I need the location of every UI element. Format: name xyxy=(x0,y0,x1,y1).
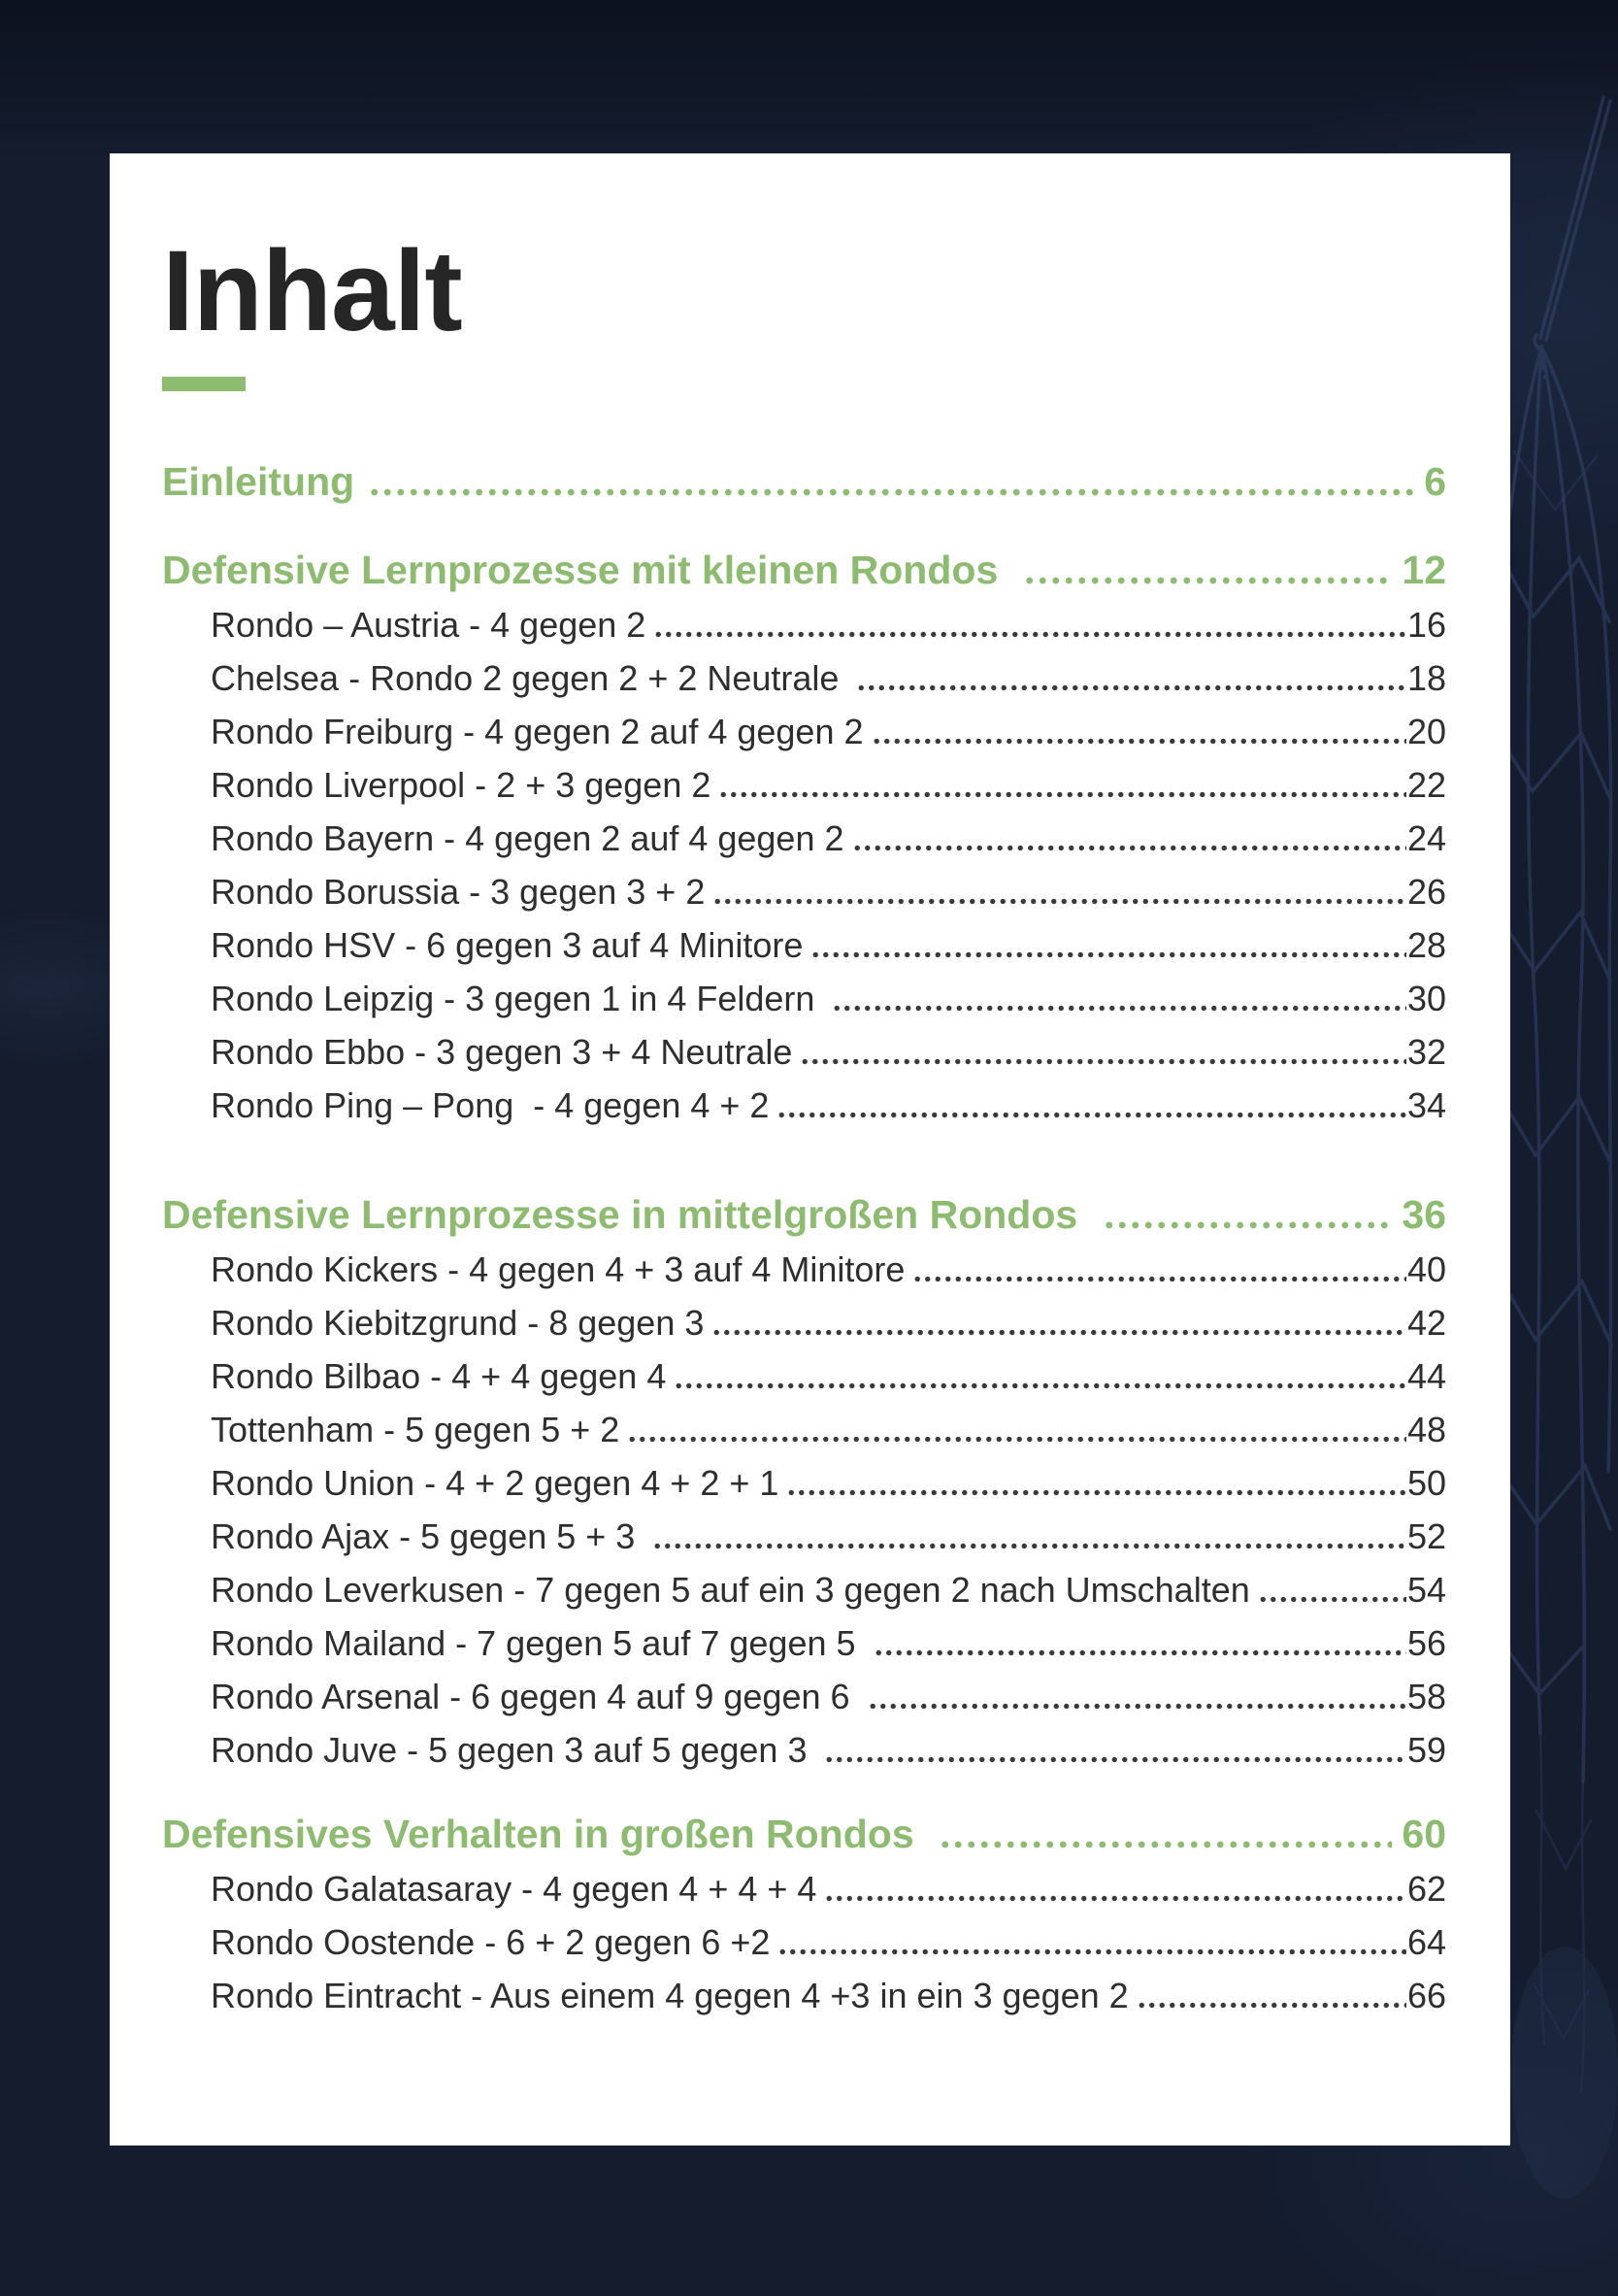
toc-entry-1-0-label: Rondo – Austria - 4 gegen 2 xyxy=(211,605,646,646)
dotted-leader xyxy=(718,791,1406,798)
toc-section xyxy=(162,1189,1446,1770)
dotted-leader xyxy=(824,1895,1406,1902)
toc-entry-2-7-label: Rondo Mailand - 7 gegen 5 auf 7 gegen 5 xyxy=(211,1623,866,1664)
dotted-leader xyxy=(810,951,1406,958)
toc-entry-1-1[interactable] xyxy=(162,645,1446,698)
toc-heading-0[interactable] xyxy=(162,456,1446,503)
dotted-leader xyxy=(856,684,1406,691)
toc-heading-1-page-number: 12 xyxy=(1402,547,1446,592)
toc-entry-1-8-page-number: 32 xyxy=(1406,1032,1446,1073)
dotted-leader xyxy=(872,738,1406,745)
toc-entry-2-4-label: Rondo Union - 4 + 2 gegen 4 + 2 + 1 xyxy=(211,1463,779,1504)
toc-entry-1-2-label: Rondo Freiburg - 4 gegen 2 auf 4 gegen 2 xyxy=(211,712,864,752)
dotted-leader xyxy=(874,1649,1406,1656)
toc-entry-2-1-page-number: 42 xyxy=(1406,1303,1446,1344)
dotted-leader xyxy=(939,1841,1392,1848)
toc-entry-1-3[interactable] xyxy=(162,751,1446,805)
toc-entry-3-1-label: Rondo Oostende - 6 + 2 gegen 6 +2 xyxy=(211,1922,771,1963)
dotted-leader xyxy=(832,1005,1406,1012)
toc-heading-3-page-number: 60 xyxy=(1402,1811,1446,1856)
toc-entry-2-8-label: Rondo Arsenal - 6 gegen 4 auf 9 gegen 6 xyxy=(211,1677,860,1717)
toc-heading-3[interactable] xyxy=(162,1809,1446,1855)
dotted-leader xyxy=(824,1756,1405,1763)
toc-entry-2-3-page-number: 48 xyxy=(1406,1410,1446,1450)
toc-entry-2-0[interactable] xyxy=(162,1236,1446,1289)
dotted-leader xyxy=(1137,2002,1406,2009)
toc-heading-3-label: Defensives Verhalten in großen Rondos xyxy=(162,1811,926,1856)
dotted-leader xyxy=(800,1058,1406,1065)
toc-entry-1-2[interactable] xyxy=(162,698,1446,751)
toc-entry-3-0-label: Rondo Galatasaray - 4 gegen 4 + 4 + 4 xyxy=(211,1869,817,1910)
toc-entry-1-4-page-number: 24 xyxy=(1406,818,1446,859)
toc-entry-1-5-label: Rondo Borussia - 3 gegen 3 + 2 xyxy=(211,872,706,913)
toc-entry-3-2-label: Rondo Eintracht - Aus einem 4 gegen 4 +3 in ein 3 gegen 2 xyxy=(211,1976,1129,2016)
toc-heading-2-label: Defensive Lernprozesse in mittelgroßen Rondos xyxy=(162,1191,1089,1237)
toc-entry-1-6-label: Rondo HSV - 6 gegen 3 auf 4 Minitore xyxy=(211,925,804,966)
dotted-leader xyxy=(1103,1221,1393,1229)
toc-heading-0-page-number: 6 xyxy=(1424,458,1446,504)
toc-entry-2-9[interactable] xyxy=(162,1716,1446,1770)
dotted-leader xyxy=(712,898,1406,905)
toc-entry-1-8-label: Rondo Ebbo - 3 gegen 3 + 4 Neutrale xyxy=(211,1032,793,1073)
dotted-leader xyxy=(777,1948,1406,1955)
toc-entry-1-8[interactable] xyxy=(162,1018,1446,1072)
toc-entry-1-9-page-number: 34 xyxy=(1406,1085,1446,1126)
toc-entry-2-5[interactable] xyxy=(162,1503,1446,1556)
dotted-leader xyxy=(627,1436,1406,1443)
accent-bar xyxy=(162,377,246,391)
dotted-leader xyxy=(653,631,1406,638)
dotted-leader xyxy=(868,1703,1406,1710)
toc-entry-2-4[interactable] xyxy=(162,1449,1446,1503)
toc-entry-2-8-page-number: 58 xyxy=(1406,1677,1446,1717)
toc-entry-2-6[interactable] xyxy=(162,1556,1446,1610)
toc-heading-1-label: Defensive Lernprozesse mit kleinen Rondos xyxy=(162,547,1009,592)
toc-entry-1-6-page-number: 28 xyxy=(1406,925,1446,966)
dotted-leader xyxy=(912,1276,1406,1282)
toc-entry-2-7-page-number: 56 xyxy=(1406,1623,1446,1664)
toc-entry-1-4[interactable] xyxy=(162,805,1446,858)
toc-heading-0-label: Einleitung xyxy=(162,458,355,504)
toc-entry-2-9-label: Rondo Juve - 5 gegen 3 auf 5 gegen 3 xyxy=(211,1730,817,1771)
toc-entry-1-7-page-number: 30 xyxy=(1406,979,1446,1019)
toc-entry-3-0[interactable] xyxy=(162,1855,1446,1909)
toc-page xyxy=(110,153,1510,2146)
toc-entry-1-7-label: Rondo Leipzig - 3 gegen 1 in 4 Feldern xyxy=(211,979,825,1019)
toc-entry-1-9[interactable] xyxy=(162,1072,1446,1125)
dotted-leader xyxy=(674,1382,1406,1389)
toc-entry-1-3-label: Rondo Liverpool - 2 + 3 gegen 2 xyxy=(211,765,711,806)
toc-entry-1-0[interactable] xyxy=(162,591,1446,645)
toc-entry-3-1[interactable] xyxy=(162,1909,1446,1962)
toc-entry-1-0-page-number: 16 xyxy=(1406,605,1446,646)
toc-entry-2-7[interactable] xyxy=(162,1610,1446,1663)
toc-entry-2-4-page-number: 50 xyxy=(1406,1463,1446,1504)
toc-entry-1-5[interactable] xyxy=(162,858,1446,912)
toc-entry-1-6[interactable] xyxy=(162,912,1446,965)
toc-entry-2-5-label: Rondo Ajax - 5 gegen 5 + 3 xyxy=(211,1516,645,1557)
toc-entry-1-3-page-number: 22 xyxy=(1406,765,1446,806)
toc-entry-1-1-label: Chelsea - Rondo 2 gegen 2 + 2 Neutrale xyxy=(211,658,849,699)
toc-entry-3-2-page-number: 66 xyxy=(1406,1976,1446,2016)
dotted-leader xyxy=(1023,577,1393,584)
dotted-leader xyxy=(652,1543,1406,1549)
toc-entry-2-9-page-number: 59 xyxy=(1406,1730,1446,1771)
toc-entry-2-5-page-number: 52 xyxy=(1406,1516,1446,1557)
toc-section xyxy=(162,545,1446,1125)
toc-entry-3-1-page-number: 64 xyxy=(1406,1922,1446,1963)
dotted-leader xyxy=(852,845,1406,851)
dotted-leader xyxy=(368,488,1414,496)
toc-entry-1-1-page-number: 18 xyxy=(1406,658,1446,699)
toc-section xyxy=(162,456,1446,503)
toc-heading-1[interactable] xyxy=(162,545,1446,591)
toc-heading-2[interactable] xyxy=(162,1189,1446,1236)
toc-entry-2-3-label: Tottenham - 5 gegen 5 + 2 xyxy=(211,1410,620,1450)
toc xyxy=(162,456,1446,2015)
dotted-leader xyxy=(1258,1596,1406,1603)
toc-entry-3-2[interactable] xyxy=(162,1962,1446,2015)
toc-heading-2-page-number: 36 xyxy=(1402,1191,1446,1237)
toc-entry-2-3[interactable] xyxy=(162,1396,1446,1449)
toc-entry-2-0-page-number: 40 xyxy=(1406,1249,1446,1290)
toc-entry-2-6-label: Rondo Leverkusen - 7 gegen 5 auf ein 3 gegen 2 nach Umschalten xyxy=(211,1570,1250,1611)
toc-entry-1-5-page-number: 26 xyxy=(1406,872,1446,913)
dotted-leader xyxy=(711,1329,1406,1336)
toc-entry-3-0-page-number: 62 xyxy=(1406,1869,1446,1910)
dotted-leader xyxy=(786,1489,1406,1496)
toc-entry-2-2-label: Rondo Bilbao - 4 + 4 gegen 4 xyxy=(211,1356,667,1397)
toc-entry-1-9-label: Rondo Ping – Pong - 4 gegen 4 + 2 xyxy=(211,1085,770,1126)
toc-entry-2-2[interactable] xyxy=(162,1343,1446,1396)
toc-entry-2-2-page-number: 44 xyxy=(1406,1356,1446,1397)
toc-entry-2-1-label: Rondo Kiebitzgrund - 8 gegen 3 xyxy=(211,1303,705,1344)
toc-entry-1-4-label: Rondo Bayern - 4 gegen 2 auf 4 gegen 2 xyxy=(211,818,844,859)
toc-section xyxy=(162,1809,1446,2015)
dotted-leader xyxy=(776,1112,1406,1118)
toc-entry-1-2-page-number: 20 xyxy=(1406,712,1446,752)
page-title: Inhalt xyxy=(162,227,462,355)
toc-entry-1-7[interactable] xyxy=(162,965,1446,1018)
toc-entry-2-0-label: Rondo Kickers - 4 gegen 4 + 3 auf 4 Minitore xyxy=(211,1249,906,1290)
toc-entry-2-1[interactable] xyxy=(162,1289,1446,1343)
toc-entry-2-8[interactable] xyxy=(162,1663,1446,1716)
toc-entry-2-6-page-number: 54 xyxy=(1406,1570,1446,1611)
